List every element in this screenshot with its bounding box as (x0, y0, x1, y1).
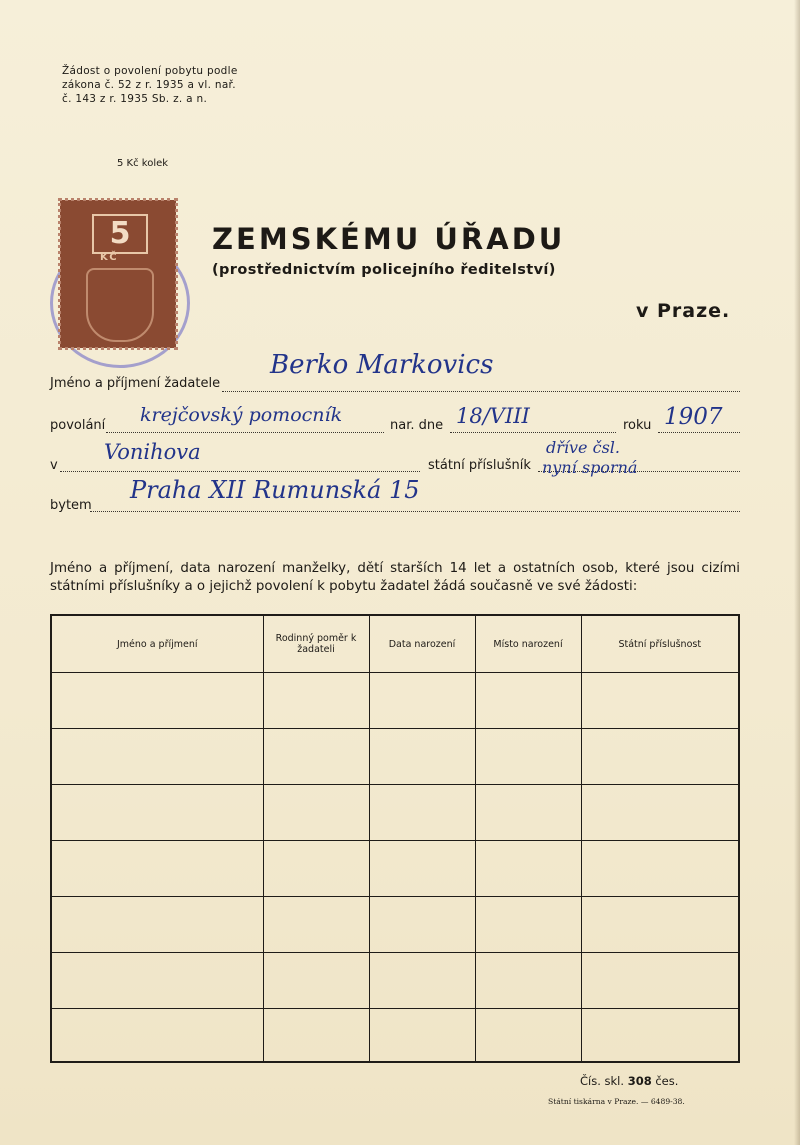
table-body (51, 673, 739, 1063)
citizenship-value[interactable]: nyní sporná (542, 458, 638, 477)
legal-reference-line: č. 143 z r. 1935 Sb. z. a n. (62, 93, 208, 105)
coat-of-arms-icon (86, 268, 154, 342)
table-cell[interactable] (263, 785, 369, 841)
column-header-name: Jméno a příjmení (51, 615, 263, 673)
kolek-note: 5 Kč kolek (117, 158, 169, 169)
form-title: ZEMSKÉMU ÚŘADU (212, 222, 566, 256)
table-cell[interactable] (263, 729, 369, 785)
form-reference-suffix: čes. (655, 1074, 679, 1088)
column-header-birth-date: Data narození (369, 615, 475, 673)
birth-place-label: v (50, 458, 58, 473)
table-row (51, 729, 739, 785)
table-cell[interactable] (369, 1009, 475, 1063)
table-cell[interactable] (51, 897, 263, 953)
legal-reference (62, 64, 238, 106)
occupation-value[interactable]: krejčovský pomocník (140, 404, 343, 426)
revenue-stamp (60, 200, 176, 348)
table-cell[interactable] (263, 897, 369, 953)
paper-edge (794, 0, 800, 1145)
table-cell[interactable] (581, 729, 739, 785)
citizenship-previous-value[interactable]: dříve čsl. (546, 438, 620, 457)
table-cell[interactable] (51, 841, 263, 897)
birth-year-line (658, 432, 740, 433)
table-cell[interactable] (475, 1009, 581, 1063)
occupation-label: povolání (50, 418, 106, 433)
legal-reference-line: Žádost o povolení pobytu podle (62, 65, 238, 77)
table-cell[interactable] (51, 785, 263, 841)
table-cell[interactable] (263, 841, 369, 897)
table-cell[interactable] (475, 953, 581, 1009)
residence-value[interactable]: Praha XII Rumunská 15 (130, 476, 420, 504)
form-subtitle: (prostřednictvím policejního ředitelství) (212, 262, 556, 278)
birth-year-label: roku (623, 418, 652, 433)
applicant-name-label: Jméno a příjmení žadatele (50, 376, 221, 391)
table-cell[interactable] (475, 673, 581, 729)
table-cell[interactable] (475, 897, 581, 953)
table-cell[interactable] (369, 897, 475, 953)
table-cell[interactable] (581, 1009, 739, 1063)
table-cell[interactable] (369, 673, 475, 729)
occupation-line (106, 432, 384, 433)
column-header-citizenship: Státní příslušnost (581, 615, 739, 673)
table-cell[interactable] (475, 785, 581, 841)
residence-line (90, 511, 740, 512)
table-cell[interactable] (581, 841, 739, 897)
table-cell[interactable] (263, 1009, 369, 1063)
form-reference (580, 1074, 678, 1088)
table-row (51, 673, 739, 729)
birth-date-line (450, 432, 616, 433)
residence-label: bytem (50, 498, 92, 513)
birth-date-value[interactable]: 18/VIII (456, 404, 530, 428)
form-reference-prefix: Čís. skl. (580, 1074, 625, 1088)
table-cell[interactable] (581, 673, 739, 729)
citizenship-label: státní příslušník (428, 458, 531, 473)
table-cell[interactable] (263, 953, 369, 1009)
birth-place-value[interactable]: Vonihova (104, 440, 201, 464)
printer-imprint: Státní tiskárna v Praze. — 6489-38. (548, 1097, 685, 1106)
birth-place-line (60, 471, 420, 472)
table-cell[interactable] (475, 841, 581, 897)
table-row (51, 1009, 739, 1063)
table-cell[interactable] (263, 673, 369, 729)
instructions-paragraph: Jméno a příjmení, data narození manželky, dětí starších 14 let a ostatních osob, které jsou cizími státními příslušníky a o jejichž povolení k pobytu žadatel žádá současně ve své žádosti: (50, 561, 740, 594)
table-cell[interactable] (475, 729, 581, 785)
table-cell[interactable] (369, 841, 475, 897)
table-cell[interactable] (51, 1009, 263, 1063)
table-cell[interactable] (369, 785, 475, 841)
table-cell[interactable] (581, 897, 739, 953)
table-row (51, 841, 739, 897)
form-city: v Praze. (636, 300, 731, 322)
stamp-value: 5 (92, 214, 148, 254)
table-row (51, 897, 739, 953)
table-cell[interactable] (51, 729, 263, 785)
table-cell[interactable] (581, 785, 739, 841)
table-cell[interactable] (581, 953, 739, 1009)
table-cell[interactable] (51, 673, 263, 729)
column-header-birth-place: Místo narození (475, 615, 581, 673)
applicant-name-value[interactable]: Berko Markovics (270, 350, 494, 380)
family-members-table (50, 614, 740, 1063)
form-reference-number: 308 (627, 1074, 652, 1088)
applicant-name-line (222, 391, 740, 392)
table-cell[interactable] (369, 953, 475, 1009)
table-header-row (51, 615, 739, 673)
table-row (51, 953, 739, 1009)
legal-reference-line: zákona č. 52 z r. 1935 a vl. nař. (62, 79, 236, 91)
birth-year-value[interactable]: 1907 (664, 404, 723, 430)
stamp-currency: KČ (100, 252, 119, 263)
table-cell[interactable] (51, 953, 263, 1009)
birth-date-label: nar. dne (390, 418, 444, 433)
table-row (51, 785, 739, 841)
table-cell[interactable] (369, 729, 475, 785)
column-header-relation: Rodinný poměr k žadateli (263, 615, 369, 673)
